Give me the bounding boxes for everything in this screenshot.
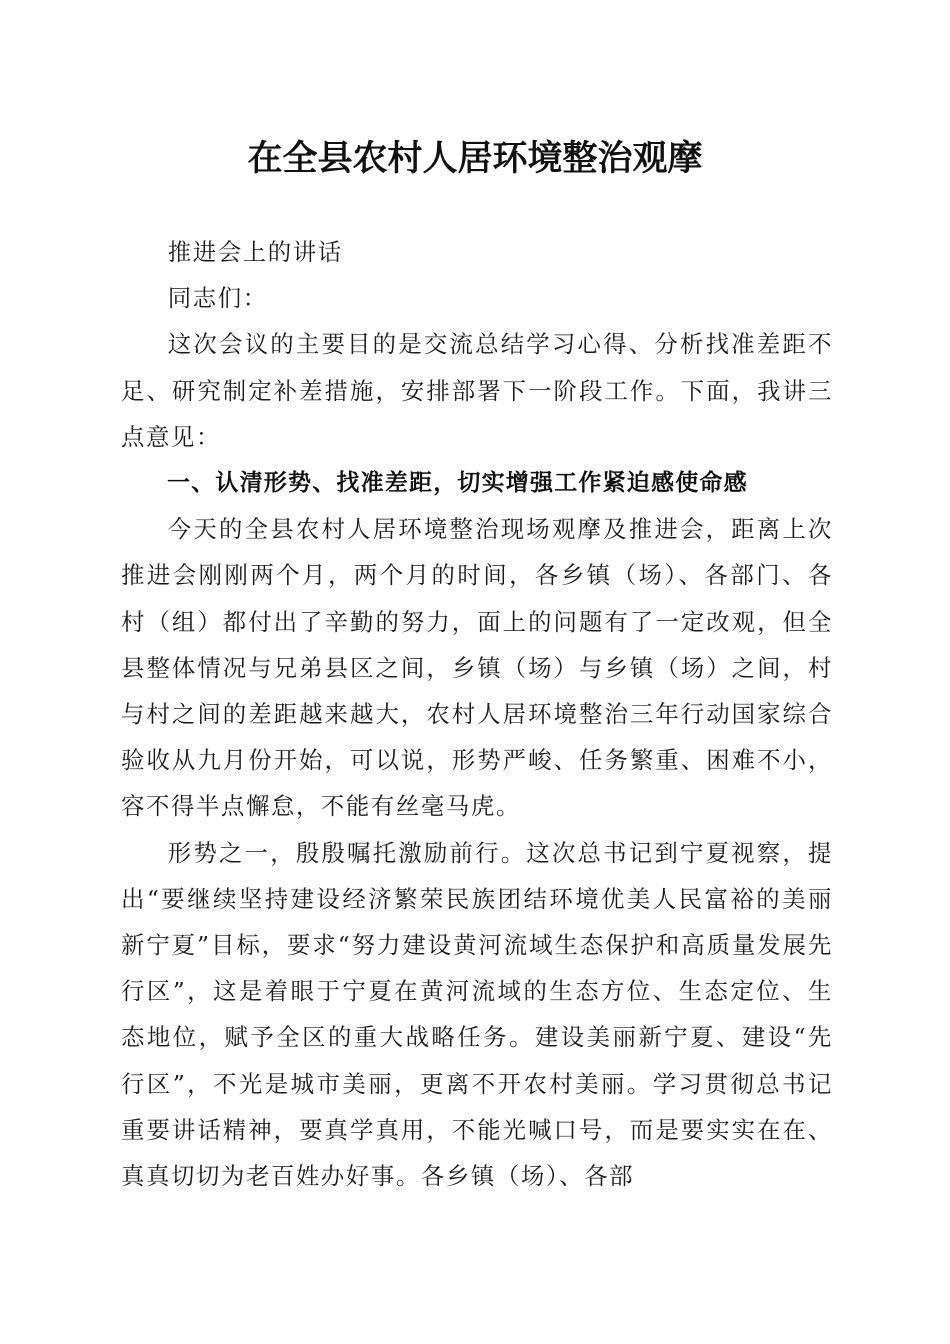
document-title: 在全县农村人居环境整治观摩: [247, 138, 703, 179]
body-paragraph: 今天的全县农村人居环境整治现场观摩及推进会，距离上次推进会刚刚两个月，两个月的时间，各乡镇（场）、各部门、各村（组）都付出了辛勤的努力，面上的问题有了一定改观，但全县整体情况与兄弟县区之间，乡镇（场）与乡镇（场）之间，村与村之间的差距越来越大，农村人居环境整治三年行动国家综合验收从九月份开始，可以说，形势严峻、任务繁重、困难不小，容不得半点懈怠，不能有丝毫马虎。: [121, 515, 833, 821]
subtitle-paragraph: 推进会上的讲话: [167, 238, 343, 266]
document-body: [121, 229, 833, 1199]
body-paragraph: 形势之一，殷殷嘱托激励前行。这次总书记到宁夏视察，提出“要继续坚持建设经济繁荣民族团结环境优美人民富裕的美丽新宁夏”目标，要求“努力建设黄河流域生态保护和高质量发展先行区”，这是着眼于宁夏在黄河流域的生态方位、生态定位、生态地位，赋予全区的重大战略任务。建设美丽新宁夏、建设“先行区”，不光是城市美丽，更离不开农村美丽。学习贯彻总书记重要讲话精神，要真学真用，不能光喊口号，而是要实实在在、真真切切为老百姓办好事。各乡镇（场）、各部: [121, 838, 833, 1191]
section-heading: 一、认清形势、找准差距，切实增强工作紧迫感使命感: [167, 470, 748, 497]
intro-paragraph: 这次会议的主要目的是交流总结学习心得、分析找准差距不足、研究制定补差措施，安排部署下一阶段工作。下面，我讲三点意见：: [121, 330, 833, 451]
salutation-paragraph: 同志们：: [167, 284, 268, 313]
